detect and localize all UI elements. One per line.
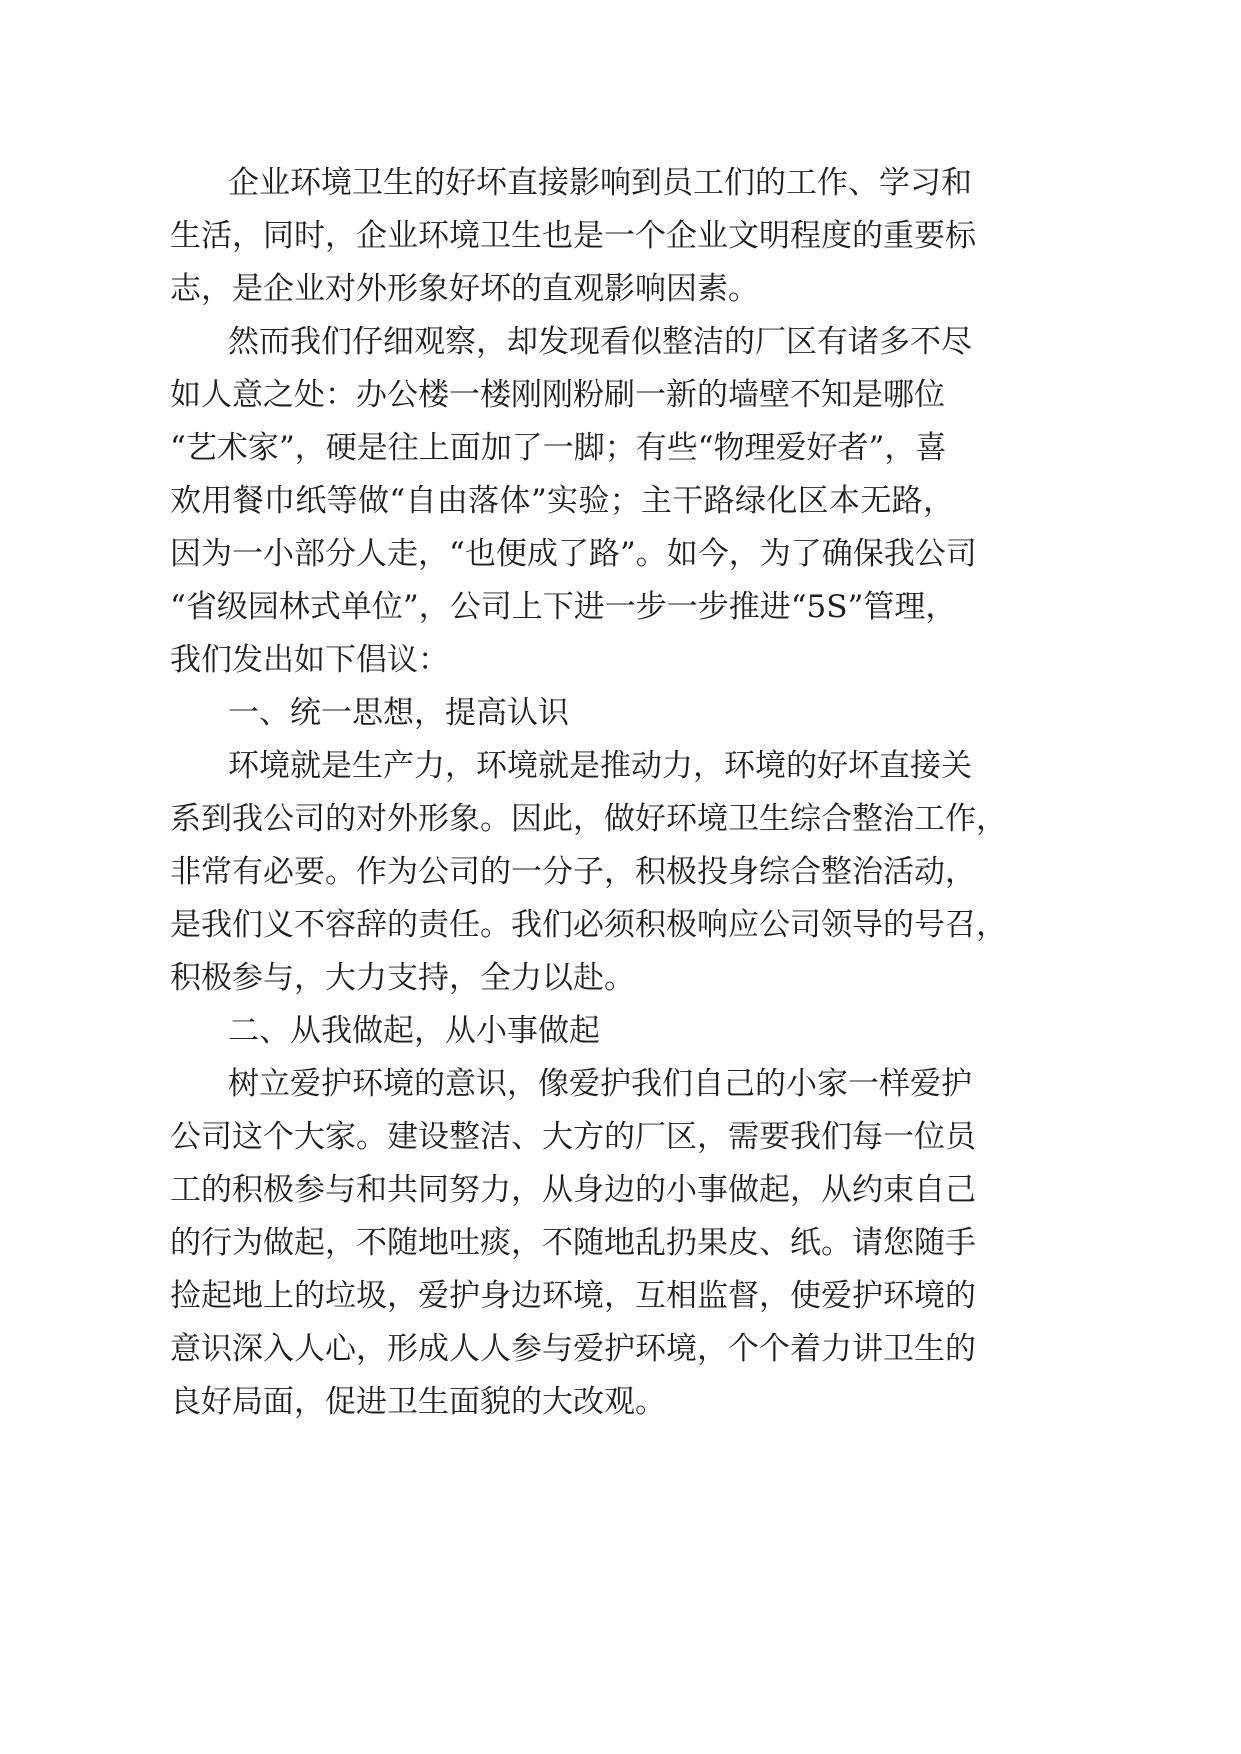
paragraph-2-line-7: 我们发出如下倡议：: [170, 642, 449, 678]
paragraph-1-line-1: 企业环境卫生的好坏直接影响到员工们的工作、学习和: [228, 165, 972, 201]
section-heading-1: 一、统一思想，提高认识: [228, 695, 569, 731]
paragraph-4-line-2: 公司这个大家。建设整洁、大方的厂区，需要我们每一位员: [170, 1119, 976, 1155]
paragraph-3-line-4: 是我们义不容辞的责任。我们必须积极响应公司领导的号召，: [170, 907, 1007, 943]
paragraph-2-line-5: 因为一小部分人走，“也便成了路”。如今，为了确保我公司: [170, 536, 977, 572]
paragraph-3-line-2: 系到我公司的对外形象。因此，做好环境卫生综合整治工作，: [170, 801, 1007, 837]
paragraph-4-line-4: 的行为做起，不随地吐痰，不随地乱扔果皮、纸。请您随手: [170, 1225, 976, 1261]
paragraph-2-line-1: 然而我们仔细观察，却发现看似整洁的厂区有诸多不尽: [228, 324, 972, 360]
paragraph-4-line-6: 意识深入人心，形成人人参与爱护环境，个个着力讲卫生的: [170, 1331, 976, 1367]
paragraph-2-line-3: “艺术家”，硬是往上面加了一脚；有些“物理爱好者”，喜: [170, 430, 947, 466]
paragraph-4-line-5: 捡起地上的垃圾，爱护身边环境，互相监督，使爱护环境的: [170, 1278, 976, 1314]
paragraph-2-line-4: 欢用餐巾纸等做“自由落体”实验；主干路绿化区本无路，: [170, 483, 954, 519]
section-heading-2: 二、从我做起，从小事做起: [228, 1013, 600, 1049]
paragraph-3-line-3: 非常有必要。作为公司的一分子，积极投身综合整治活动，: [170, 854, 976, 890]
paragraph-2-line-2: 如人意之处：办公楼一楼刚刚粉刷一新的墙壁不知是哪位: [170, 377, 945, 413]
paragraph-3-line-5: 积极参与，大力支持，全力以赴。: [170, 960, 635, 996]
paragraph-2-line-6: “省级园林式单位”，公司上下进一步一步推进“5S”管理，: [170, 589, 957, 625]
paragraph-4-line-7: 良好局面，促进卫生面貌的大改观。: [170, 1384, 666, 1420]
paragraph-4-line-1: 树立爱护环境的意识，像爱护我们自己的小家一样爱护: [228, 1066, 972, 1102]
paragraph-3-line-1: 环境就是生产力，环境就是推动力，环境的好坏直接关: [228, 748, 972, 784]
paragraph-1-line-3: 志，是企业对外形象好坏的直观影响因素。: [170, 271, 759, 307]
paragraph-4-line-3: 工的积极参与和共同努力，从身边的小事做起，从约束自己: [170, 1172, 976, 1208]
paragraph-1-line-2: 生活，同时，企业环境卫生也是一个企业文明程度的重要标: [170, 218, 976, 254]
